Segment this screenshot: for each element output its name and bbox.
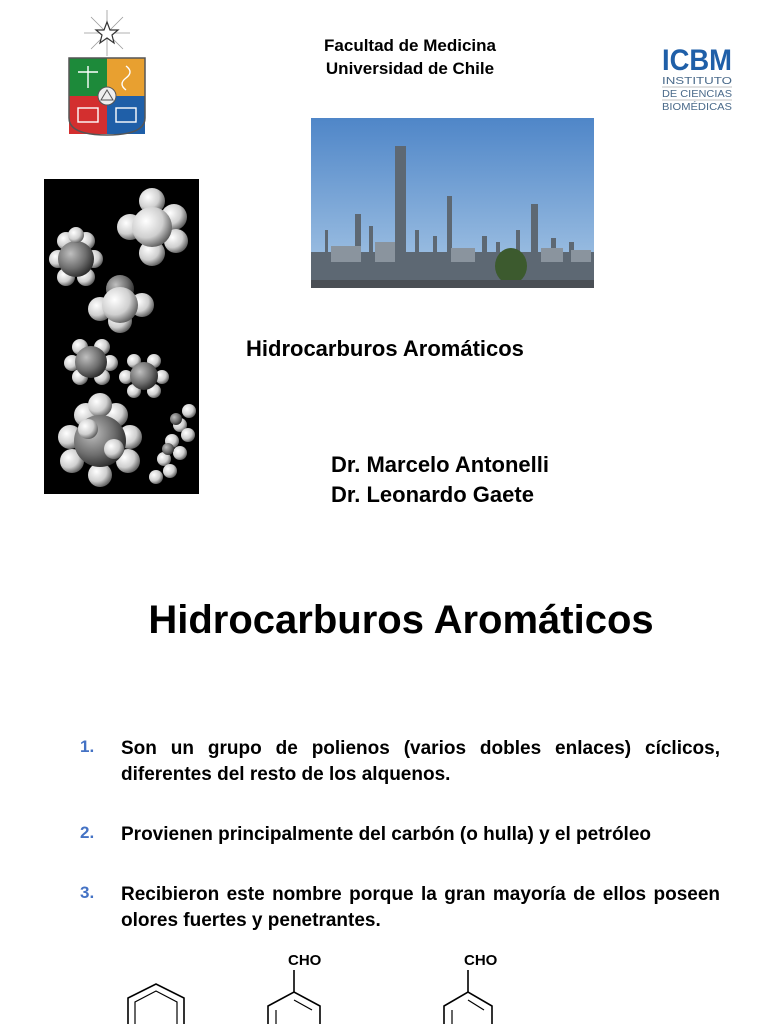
- benzaldehyde-structure-1: [262, 970, 326, 1024]
- list-item: [80, 736, 720, 788]
- author-1: Dr. Marcelo Antonelli: [331, 452, 550, 477]
- faculty-header: [250, 34, 570, 80]
- slide2-title: Hidrocarburos Aromáticos: [148, 598, 654, 642]
- authors: [331, 450, 549, 510]
- list-item: [80, 882, 720, 934]
- molecule-label-cho-2: CHO: [464, 952, 498, 969]
- molecule-label-cho-1: CHO: [288, 952, 322, 969]
- icbm-logo-mark: ICBM: [662, 44, 732, 77]
- list-item: [80, 822, 720, 848]
- list-number: 2.: [80, 823, 95, 842]
- slide1-title: Hidrocarburos Aromáticos: [246, 336, 524, 361]
- space-filling-molecules-image: [44, 179, 199, 494]
- list-text: Recibieron este nombre porque la gran mayoría de ellos poseen olores fuertes y penetrantes.: [121, 884, 720, 931]
- icbm-logo-line3: BIOMÉDICAS: [662, 102, 725, 113]
- benzene-structure: [124, 980, 188, 1024]
- university-name: Universidad de Chile: [325, 59, 495, 78]
- faculty-name: Facultad de Medicina: [324, 36, 496, 55]
- icbm-logo-line1: INSTITUTO: [662, 76, 733, 87]
- university-crest-icon: [66, 8, 148, 138]
- refinery-photo: [311, 118, 594, 288]
- author-2: Dr. Leonardo Gaete: [331, 482, 534, 507]
- icbm-logo: [660, 40, 736, 114]
- list-text: Son un grupo de polienos (varios dobles enlaces) cíclicos, diferentes del resto de los alquenos.: [121, 738, 720, 785]
- list-text: Provienen principalmente del carbón (o hulla) y el petróleo: [121, 824, 651, 845]
- numbered-list: [80, 736, 720, 968]
- benzaldehyde-structure-2: [440, 970, 500, 1024]
- list-number: 1.: [80, 737, 95, 756]
- icbm-logo-line2: DE CIENCIAS: [662, 89, 733, 100]
- list-number: 3.: [80, 883, 95, 902]
